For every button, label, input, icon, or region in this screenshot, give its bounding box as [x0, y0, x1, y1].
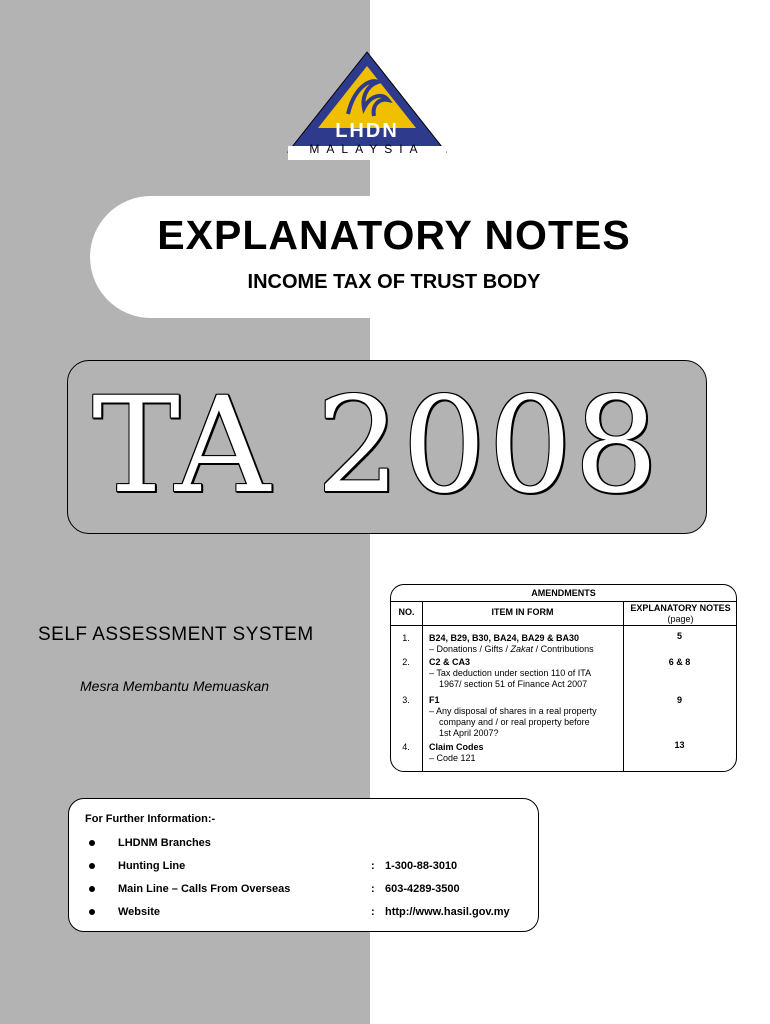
contact-separator: : [371, 883, 375, 895]
form-code: TA 2008 [92, 369, 661, 523]
row-item: Claim Codes [429, 742, 484, 752]
row-item: C2 & CA3 [429, 657, 471, 667]
document-title: EXPLANATORY NOTES [157, 212, 631, 258]
column-header-notes [623, 603, 737, 625]
bullet-icon [89, 909, 95, 915]
system-name: SELF ASSESSMENT SYSTEM [38, 624, 314, 645]
logo-acronym: LHDN [335, 120, 399, 142]
contact-separator: : [371, 906, 375, 918]
contact-separator: : [371, 860, 375, 872]
column-divider [422, 601, 423, 771]
row-detail: 1st April 2007? [439, 728, 499, 738]
column-header-item: ITEM IN FORM [491, 607, 554, 617]
motto: Mesra Membantu Memuaskan [80, 678, 270, 694]
contact-label: Main Line – Calls From Overseas [118, 883, 291, 895]
amendments-heading: AMENDMENTS [391, 585, 736, 602]
contact-label: Hunting Line [118, 860, 186, 872]
website-link[interactable]: http://www.hasil.gov.my [385, 906, 510, 918]
row-detail: company and / or real property before [439, 717, 590, 727]
notes-header-label: EXPLANATORY NOTES [630, 603, 731, 613]
row-page: 13 [674, 740, 685, 750]
logo-country: MALAYSIA [309, 142, 425, 156]
contact-label: Website [118, 906, 160, 918]
contact-info-title: For Further Information:- [85, 813, 216, 825]
contact-label: LHDNM Branches [118, 837, 211, 849]
row-item: B24, B29, B30, BA24, BA29 & BA30 [429, 633, 580, 643]
bullet-icon [89, 886, 95, 892]
row-number: 3. [402, 695, 410, 705]
column-header-no: NO. [398, 607, 415, 617]
row-number: 4. [402, 742, 410, 752]
row-detail: 1967/ section 51 of Finance Act 2007 [439, 679, 588, 689]
amendments-table [390, 584, 737, 772]
bullet-icon [89, 863, 95, 869]
header-divider [391, 625, 736, 626]
row-detail: – Donations / Gifts / Zakat / Contributions [429, 644, 594, 654]
row-number: 2. [402, 657, 410, 667]
bullet-icon [89, 840, 95, 846]
row-page: 5 [676, 631, 682, 641]
row-item: F1 [429, 695, 440, 705]
hunting-line-number: 1-300-88-3010 [385, 860, 458, 872]
row-number: 1. [402, 633, 410, 643]
row-detail: – Code 121 [429, 753, 476, 763]
document-subtitle: INCOME TAX OF TRUST BODY [247, 271, 541, 293]
row-page: 9 [676, 695, 682, 705]
row-page: 6 & 8 [668, 657, 691, 667]
row-detail: – Any disposal of shares in a real property [429, 706, 597, 716]
lhdn-logo [278, 48, 456, 160]
notes-header-sub: (page) [667, 614, 694, 624]
main-line-number: 603-4289-3500 [385, 883, 460, 895]
contact-info-box [68, 798, 539, 932]
row-detail: – Tax deduction under section 110 of ITA [429, 668, 592, 678]
